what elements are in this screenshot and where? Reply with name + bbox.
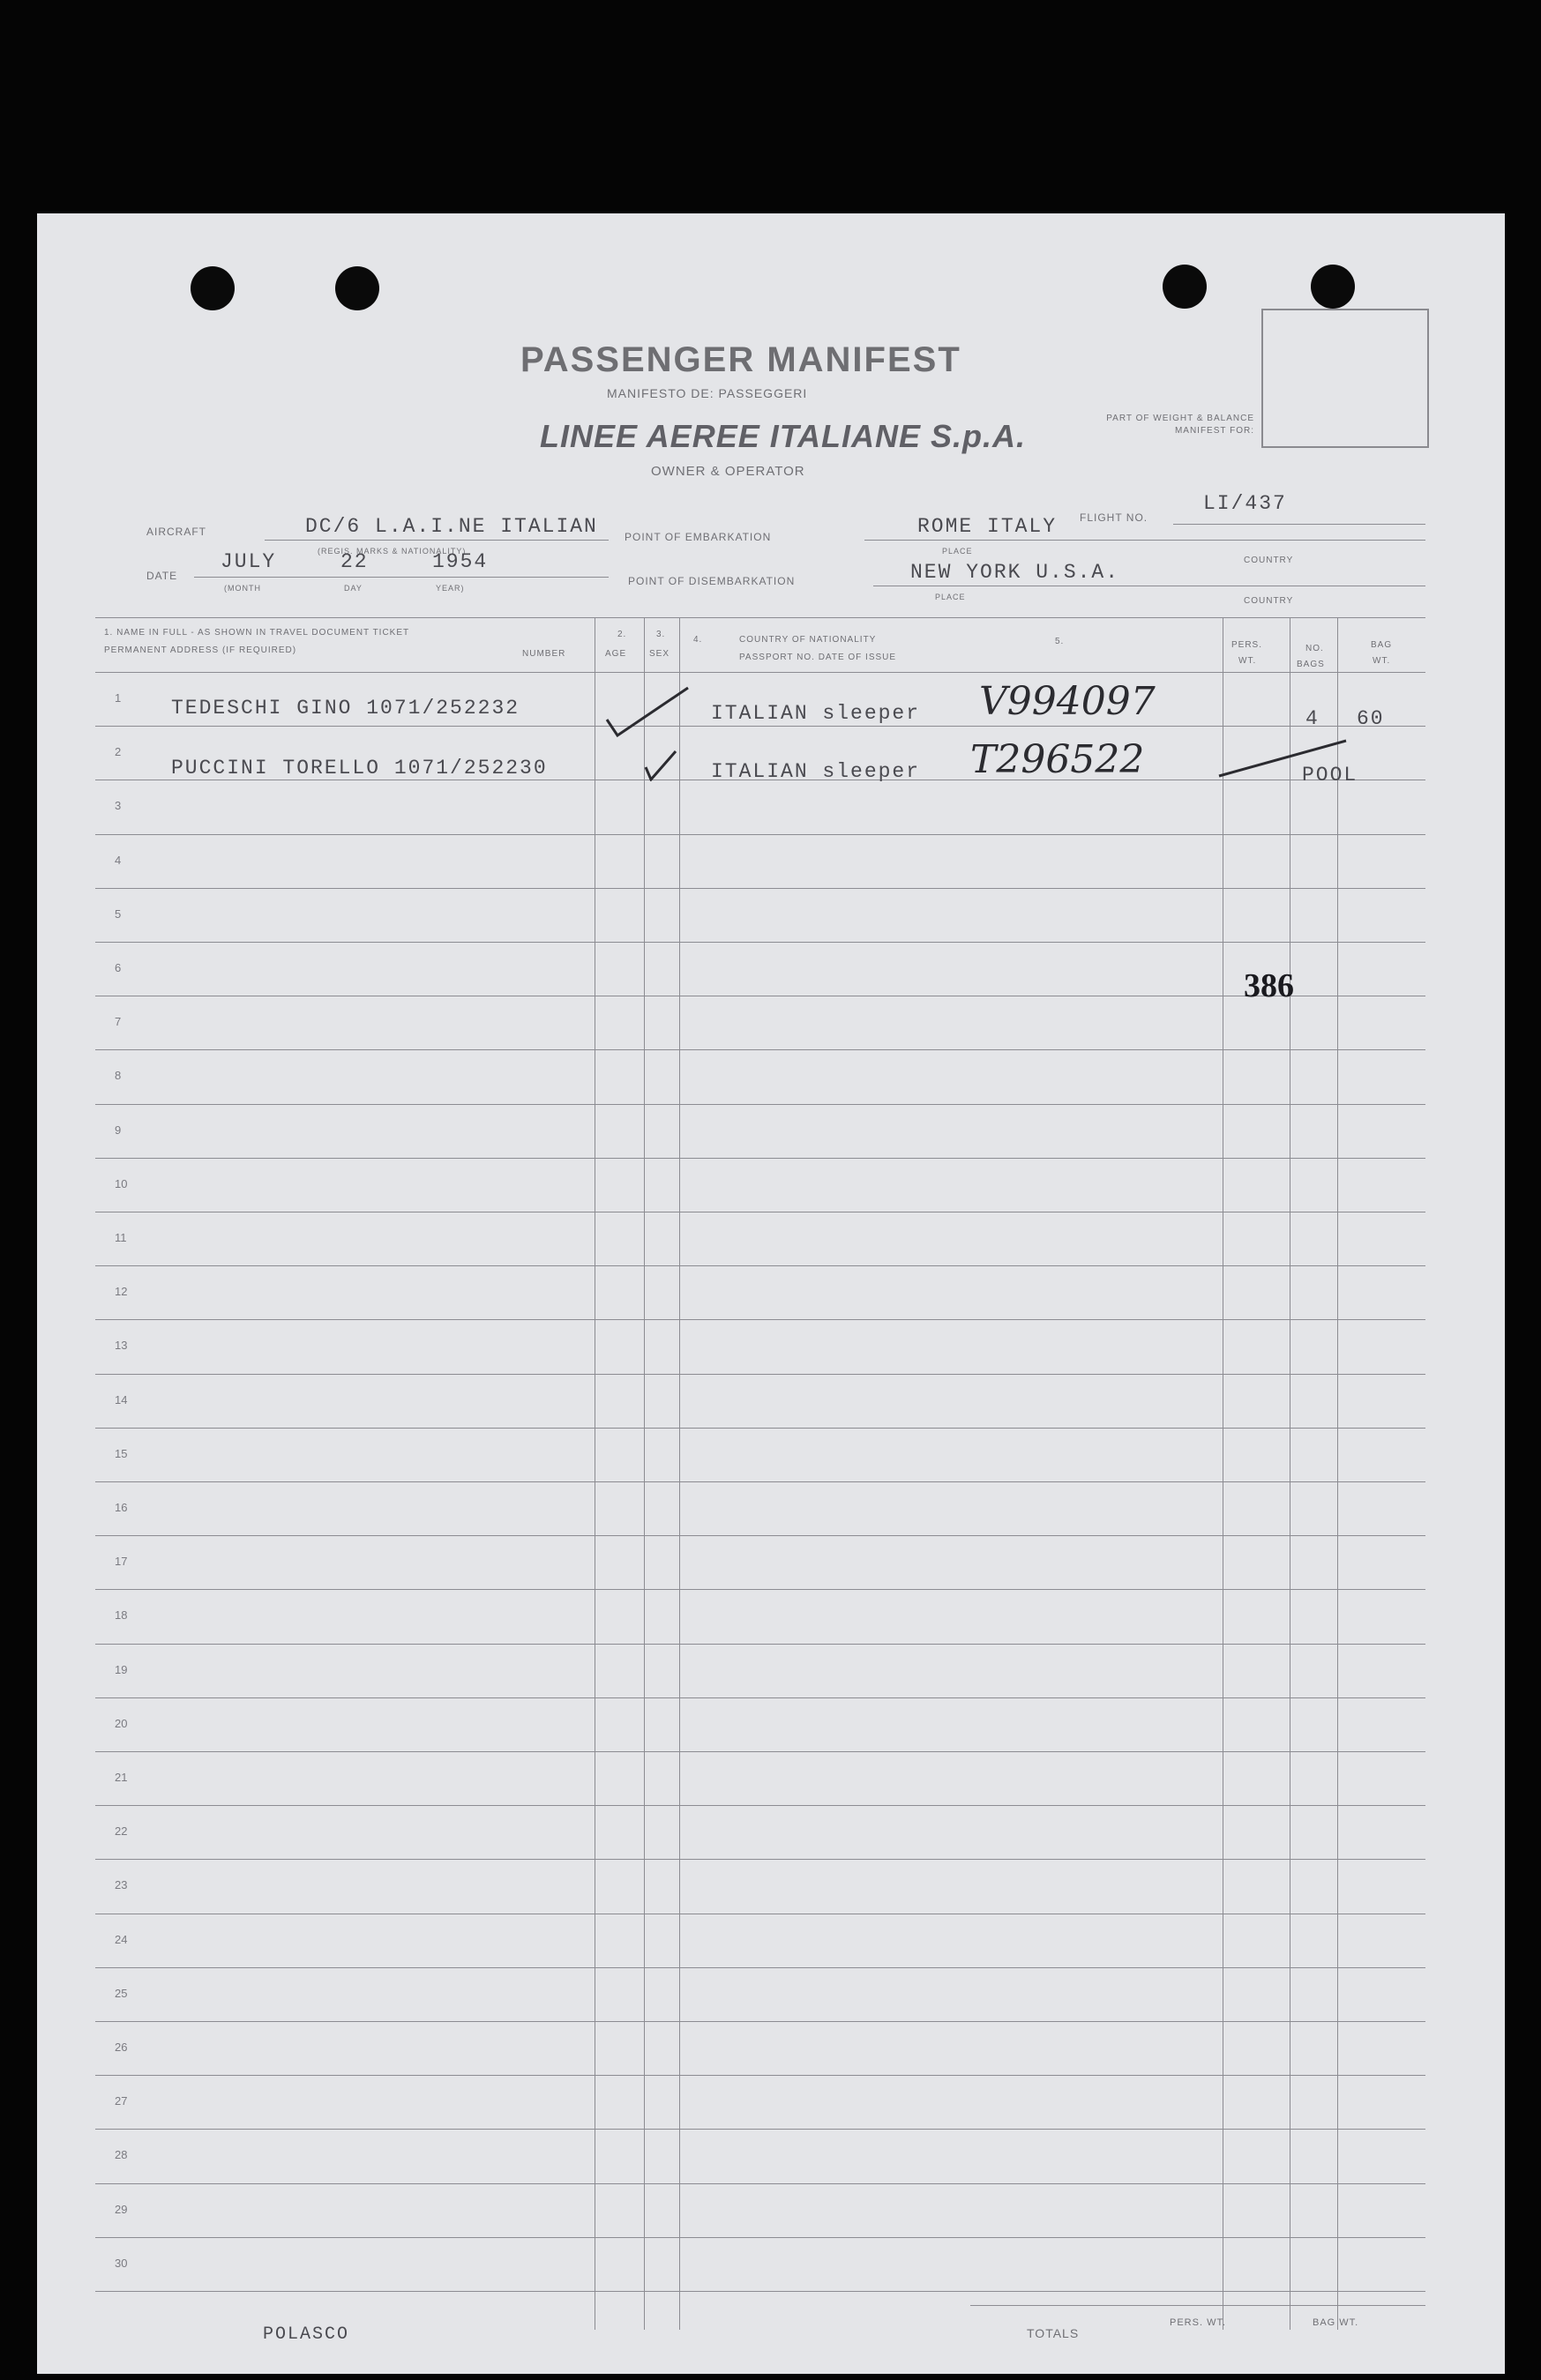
col-sex-num: 3. bbox=[656, 630, 666, 639]
flight-no-underline bbox=[1173, 524, 1425, 525]
col-age-num: 2. bbox=[617, 630, 627, 639]
disembark-value: NEW YORK U.S.A. bbox=[910, 561, 1120, 584]
footer-left-text: POLASCO bbox=[263, 2324, 350, 2345]
col-age-heading: AGE bbox=[605, 649, 627, 659]
year-label: YEAR) bbox=[436, 584, 465, 593]
embark-underline bbox=[864, 540, 1085, 541]
passenger-1-nationality: ITALIAN sleeper bbox=[711, 702, 921, 725]
flight-no-value: LI/437 bbox=[1203, 492, 1287, 515]
row-line bbox=[95, 1535, 1425, 1536]
row-number: 12 bbox=[115, 1285, 128, 1298]
row-number: 15 bbox=[115, 1447, 128, 1460]
row-number: 16 bbox=[115, 1501, 128, 1514]
passenger-2-check-mark bbox=[642, 750, 677, 786]
day-label: DAY bbox=[344, 584, 363, 593]
embark-value: ROME ITALY bbox=[917, 515, 1058, 538]
col-divider bbox=[644, 617, 645, 2330]
row-line bbox=[95, 2129, 1425, 2130]
row-number: 14 bbox=[115, 1393, 128, 1406]
date-underline bbox=[194, 577, 609, 578]
row-number: 22 bbox=[115, 1824, 128, 1838]
row-number: 21 bbox=[115, 1771, 128, 1784]
col-ticket-number-heading: NUMBER bbox=[522, 649, 566, 659]
row-line bbox=[95, 1428, 1425, 1429]
row-line bbox=[95, 1481, 1425, 1482]
row-line bbox=[95, 1859, 1425, 1860]
row-number: 9 bbox=[115, 1123, 122, 1137]
col-bags-heading-2: BAGS bbox=[1297, 660, 1325, 669]
date-month: JULY bbox=[221, 550, 277, 573]
punch-hole bbox=[335, 266, 379, 310]
date-label: DATE bbox=[146, 570, 178, 582]
punch-hole bbox=[1311, 265, 1355, 309]
table-top-line bbox=[95, 617, 1425, 618]
stamp-number: 386 bbox=[1244, 967, 1294, 1004]
passenger-1-bags: 4 bbox=[1305, 707, 1320, 730]
row-number: 23 bbox=[115, 1878, 128, 1891]
col-passport-heading: PASSPORT NO. DATE OF ISSUE bbox=[739, 653, 897, 662]
col-pers-heading: PERS. bbox=[1231, 640, 1263, 650]
row-number: 2 bbox=[115, 745, 122, 758]
col-divider bbox=[679, 617, 680, 2330]
passenger-1-passport: V994097 bbox=[979, 679, 1156, 724]
row-number: 24 bbox=[115, 1933, 128, 1946]
aircraft-sub: (REGIS. MARKS & NATIONALITY) bbox=[318, 547, 467, 556]
aircraft-value: DC/6 L.A.I.NE ITALIAN bbox=[305, 515, 598, 538]
manifest-subtitle: MANIFESTO DE: PASSEGGERI bbox=[607, 386, 808, 400]
col-nationality-heading: COUNTRY OF NATIONALITY bbox=[739, 635, 877, 645]
row-number: 18 bbox=[115, 1608, 128, 1622]
row-line bbox=[95, 2075, 1425, 2076]
row-line bbox=[95, 2291, 1425, 2292]
row-line bbox=[95, 1967, 1425, 1968]
footer-pers-wt-label: PERS. WT. bbox=[1170, 2317, 1227, 2328]
manifest-title: PASSENGER MANIFEST bbox=[520, 340, 961, 379]
col-nationality-num: 4. bbox=[693, 635, 703, 645]
row-line bbox=[95, 2237, 1425, 2238]
row-line bbox=[95, 1644, 1425, 1645]
aircraft-label: AIRCRAFT bbox=[146, 526, 206, 538]
row-number: 26 bbox=[115, 2041, 128, 2054]
row-line bbox=[95, 1805, 1425, 1806]
row-number: 6 bbox=[115, 961, 122, 974]
row-line bbox=[95, 1751, 1425, 1752]
flight-no-label: FLIGHT NO. bbox=[1080, 511, 1148, 524]
row-number: 27 bbox=[115, 2094, 128, 2108]
footer-bag-wt-label: BAG WT. bbox=[1313, 2317, 1359, 2328]
embark-label: POINT OF EMBARKATION bbox=[625, 531, 772, 543]
row-line bbox=[95, 1265, 1425, 1266]
date-year: 1954 bbox=[432, 550, 489, 573]
row-line bbox=[95, 2183, 1425, 2184]
row-line bbox=[95, 726, 1425, 727]
row-number: 7 bbox=[115, 1015, 122, 1028]
company-name: LINEE AEREE ITALIANE S.p.A. bbox=[540, 418, 1027, 454]
passenger-1-bag-wt: 60 bbox=[1357, 707, 1385, 730]
punch-hole bbox=[191, 266, 235, 310]
row-line bbox=[95, 1049, 1425, 1050]
place-label-1: PLACE bbox=[942, 547, 973, 556]
footer-totals-label: TOTALS bbox=[1027, 2326, 1080, 2340]
disembark-label: POINT OF DISEMBARKATION bbox=[628, 575, 796, 587]
weight-note: PART OF WEIGHT & BALANCE MANIFEST FOR: bbox=[1106, 414, 1254, 436]
row-number: 5 bbox=[115, 907, 122, 921]
passenger-1-name-ticket: TEDESCHI GINO 1071/252232 bbox=[171, 697, 520, 720]
col-pers-heading-2: WT. bbox=[1238, 656, 1257, 666]
col-divider bbox=[1337, 617, 1338, 2330]
col-name-heading: 1. NAME IN FULL - AS SHOWN IN TRAVEL DOCUMENT TICKET bbox=[104, 628, 410, 638]
col-bagwt-heading: BAG bbox=[1371, 640, 1393, 650]
row-line bbox=[95, 1104, 1425, 1105]
row-number: 1 bbox=[115, 691, 122, 705]
row-number: 29 bbox=[115, 2203, 128, 2216]
table-header-line bbox=[95, 672, 1425, 673]
passenger-2-bag-wt: POOL bbox=[1302, 764, 1358, 787]
punch-hole bbox=[1163, 265, 1207, 309]
passenger-2-nationality: ITALIAN sleeper bbox=[711, 760, 921, 783]
date-day: 22 bbox=[340, 550, 369, 573]
country-label-1: COUNTRY bbox=[1244, 556, 1294, 565]
row-line bbox=[95, 1589, 1425, 1590]
row-number: 10 bbox=[115, 1177, 128, 1190]
row-line bbox=[95, 2021, 1425, 2022]
row-number: 20 bbox=[115, 1717, 128, 1730]
col-bags-heading: NO. bbox=[1305, 644, 1324, 653]
row-line bbox=[95, 1374, 1425, 1375]
col-sex-heading: SEX bbox=[649, 649, 670, 659]
weight-balance-box bbox=[1261, 309, 1429, 448]
aircraft-underline bbox=[265, 540, 609, 541]
place-label-2: PLACE bbox=[935, 593, 966, 601]
row-number: 30 bbox=[115, 2257, 128, 2270]
row-number: 3 bbox=[115, 799, 122, 812]
row-line bbox=[95, 1158, 1425, 1159]
row-number: 13 bbox=[115, 1339, 128, 1352]
month-label: (MONTH bbox=[224, 584, 261, 593]
passenger-2-passport: T296522 bbox=[970, 737, 1145, 782]
passenger-2-name-ticket: PUCCINI TORELLO 1071/252230 bbox=[171, 757, 548, 780]
row-line bbox=[95, 942, 1425, 943]
col-bagwt-heading-2: WT. bbox=[1373, 656, 1391, 666]
row-number: 8 bbox=[115, 1069, 122, 1082]
country-underline-1 bbox=[1085, 540, 1425, 541]
row-number: 11 bbox=[115, 1231, 127, 1244]
footer-top-line bbox=[970, 2305, 1425, 2306]
passenger-1-check-mark bbox=[603, 684, 692, 742]
row-line bbox=[95, 1319, 1425, 1320]
country-label-2: COUNTRY bbox=[1244, 596, 1294, 606]
owner-label: OWNER & OPERATOR bbox=[651, 464, 805, 479]
row-line bbox=[95, 1697, 1425, 1698]
row-number: 25 bbox=[115, 1987, 128, 2000]
col-address-heading: PERMANENT ADDRESS (IF REQUIRED) bbox=[104, 645, 297, 655]
row-line bbox=[95, 834, 1425, 835]
row-line bbox=[95, 888, 1425, 889]
row-number: 28 bbox=[115, 2148, 128, 2161]
row-number: 4 bbox=[115, 854, 122, 867]
row-number: 17 bbox=[115, 1555, 128, 1568]
col-5-num: 5. bbox=[1055, 637, 1065, 646]
row-number: 19 bbox=[115, 1663, 128, 1676]
